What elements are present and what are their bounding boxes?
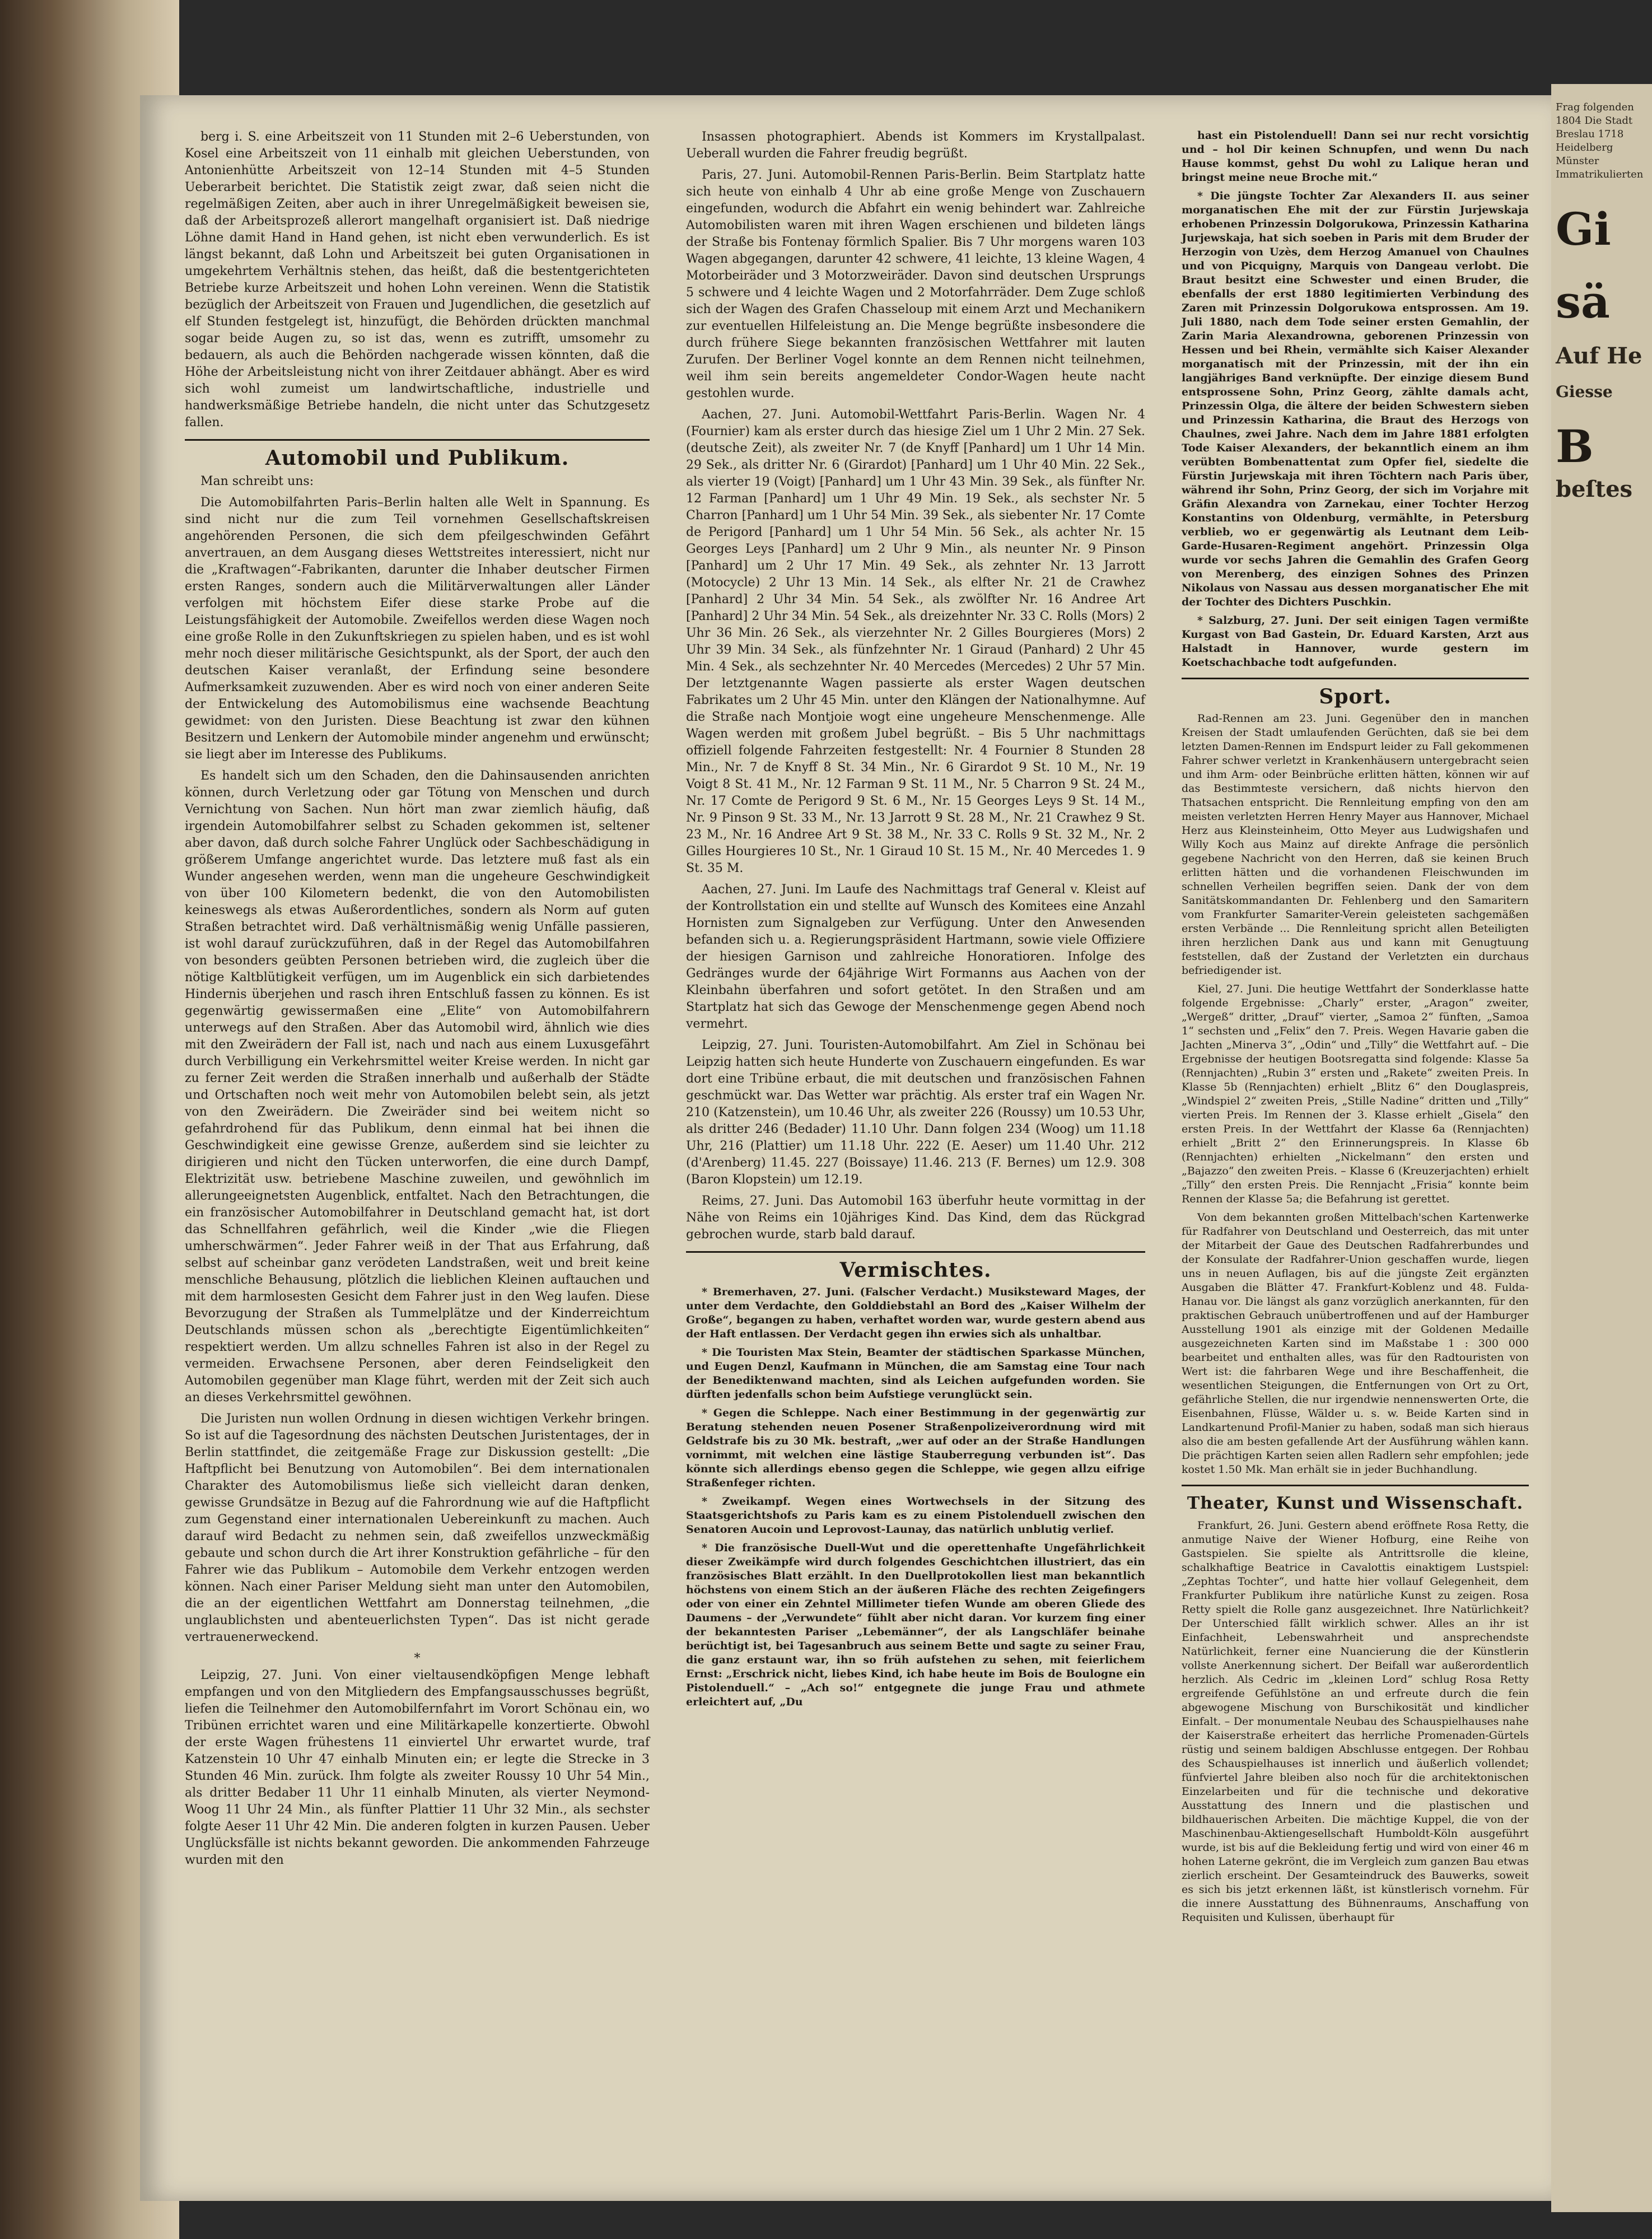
news-item: * Die jüngste Tochter Zar Alexanders II. aus seiner morganatischen Ehe mit der zur Fürstin Jurjewskaja erhobenen Prinzessin Dolgorukowa, Prinzessin Katharina Jurjewskaja, hat sich soeben in Paris mit dem Bruder der Herzogin von Uzès, dem Herzog Amanuel von Chaulnes und von Picquigny, Marquis von Dangeau verlobt. Die Braut besitzt eine Schwester und einen Bruder, die ebenfalls der erst 1880 legitimierten Verbindung des Zaren mit Prinzessin Dolgorukowa entsprossen. Am 19. Juli 1880, nach dem Tode seiner ersten Gemahlin, der Zarin Maria Alexandrowna, geborenen Prinzessin von Hessen und bei Rhein, vermählte sich Kaiser Alexander morganatisch mit der Prinzessin, mit der ihn ein langjähriges Band verknüpfte. Der einzige diesem Bund entsprossene Sohn, Prinz Georg, zählte damals acht, Prinzessin Olga, die ältere der beiden Schwestern sieben und Prinzessin Katharina, die Braut des Herzogs von Chaulnes, zwei Jahre. Nach dem im Jahre 1881 erfolgten Tode Kaiser Alexanders, der bekanntlich einem an ihm verübten Bombenattentat zum Opfer fiel, siedelte die Fürstin Jurjewskaja mit ihren Töchtern nach Paris über, während ihr Sohn, Prinz Georg, der sich im Vorjahre mit Gräfin Alexandra von Zarnekau, einer Tochter Herzog Konstantins von Oldenburg, vermählte, in Petersburg verblieb, wo er gegenwärtig als Leutnant dem Leib-Garde-Husaren-Regiment angehört. Prinzessin Olga wurde vor sechs Jahren die Gemahlin des Grafen Georg von Merenberg, des einzigen Sohnes des Prinzen Nikolaus von Nassau aus dessen morganatischer Ehe mit der Tochter des Dichters Puschkin. bbox=[1182, 190, 1529, 608]
theater-item: Frankfurt, 26. Juni. Gestern abend eröffnete Rosa Retty, die anmutige Naive der Wiener Hofburg, eine Reihe von Gastspielen. Sie spielte als Antrittsrolle die kleine, schalkhaftige Beatrice in Cavalottis einaktigem Lustspiel: „Zephtas Tochter“, und hatte hier vollauf Gelegenheit, dem Frankfurter Publikum ihre natürliche Kunst zu zeigen. Rosa Retty spielt die Rolle ganz ausgezeichnet. Ihre Natürlichkeit? Der Unterschied fällt wirklich schwer. Alles an ihr ist Einfachheit, Lebenswahrheit und ansprechendste Natürlichkeit, ferner eine Nuancierung die der Künstlerin vollste Anerkennung sichert. Der Beifall war außerordentlich herzlich. Als Cedric im „kleinen Lord“ schlug Rosa Retty ergreifende Gefühlstöne an und erfreute durch die fein abgewogene Mischung von Burschikosität und kindlicher Einfalt. – Der monumentale Neubau des Schauspielhauses nahe der Kaiserstraße erheitert das herrliche Promenaden-Gürtels rüstig und seinem baldigen Abschlusse entgegen. Der Rohbau des Schauspielhauses ist innerlich und äußerlich vollendet; fünfviertel Jahre bleiben also noch für die architektonischen Einzelarbeiten und für die technische und dekorative Ausstattung des Innern und die plastischen und bildhauerischen Arbeiten. Die mächtige Kuppel, die von der Maschinenbau-Aktiengesellschaft Humboldt-Köln ausgeführt wurde, ist bis auf die Bekleidung fertig und wird von einer 46 m hohen Laterne gekrönt, die im Vergleich zum ganzen Bau etwas zierlich erscheint. Der Gesamteindruck des Bauwerks, soweit es sich bis jetzt erkennen läßt, ist künstlerisch vornehm. Für die innere Ausstattung des Bühnenraums, Anschaffung von Requisiten und Kulissen, überhaupt für bbox=[1182, 1519, 1529, 1924]
article-text: Reims, 27. Juni. Das Automobil 163 überfuhr heute vormittag in der Nähe von Reims ein 10jähriges Kind. Das Kind, dem das Rückgrad gebrochen wurde, starb bald darauf. bbox=[686, 1194, 1145, 1242]
side-fragment: Auf He bbox=[1556, 343, 1642, 369]
sport-item: Von dem bekannten großen Mittelbach'schen Kartenwerke für Radfahrer von Deutschland und Oesterreich, das mit unter der Mitarbeit der Gaue des Deutschen Radfahrerbundes und der Konsulate der Radfahrer-Union geschaffen wurde, liegen uns in neuen Auflagen, bis auf die jüngste Zeit ergänzten Ausgaben die Blätter 47. Frankfurt-Koblenz und 48. Fulda-Hanau vor. Die längst als ganz vorzüglich anerkannten, für den praktischen Gebrauch unübertroffenen und auf der Hamburger Ausstellung 1901 als einzige mit der Goldenen Medaille ausgezeichneten Karten sind im Maßstabe 1 : 300 000 bearbeitet und enthalten alles, was für den Radtouristen von Wert ist: die fahrbaren Wege und ihre Beschaffenheit, die wesentlichen Steigungen, die Entfernungen von Ort zu Ort, gefährliche Stellen, die nur irgendwie nennenswerten Orte, die Eisenbahnen, Flüsse, Wälder u. s. w. Beide Karten sind in Landkartenund Profil-Manier zu haben, sodaß man sich hieraus also die am besten gefallende Art der Ausführung wählen kann. Die prächtigen Karten seien allen Radlern sehr empfohlen; jede kostet 1.50 Mk. Man erhält sie in jeder Buchhandlung. bbox=[1182, 1211, 1529, 1476]
adjacent-page bbox=[1551, 84, 1652, 2212]
separator-star: * bbox=[414, 1652, 421, 1666]
article-text: Aachen, 27. Juni. Automobil-Wettfahrt Paris-Berlin. Wagen Nr. 4 (Fournier) kam als erster durch das hiesige Ziel um 1 Uhr 2 Min. 27 Sek. (deutsche Zeit), als zweiter Nr. 7 (de Knyff [Panhard] um 1 Uhr 14 Min. 29 Sek., als dritter Nr. 6 (Girardot) [Panhard] um 1 Uhr 40 Min. 22 Sek., als vierter 19 (Voigt) [Panhard] um 1 Uhr 43 Min. 39 Sek., als fünfter Nr. 12 Farman [Panhard] um 1 Uhr 49 Min. 19 Sek., als sechster Nr. 5 Charron [Panhard] um 1 Uhr 54 Min. 39 Sek., als siebenter Nr. 17 Comte de Perigord [Panhard] um 1 Uhr 54 Min. 56 Sek., als achter Nr. 15 Georges Leys [Panhard] um 2 Uhr 9 Min., als neunter Nr. 9 Pinson [Panhard] um 2 Uhr 17 Min. 49 Sek., als zehnter Nr. 13 Jarrott (Motocycle) 2 Uhr 13 Min. 14 Sek., als elfter Nr. 21 de Crawhez [Panhard] 2 Uhr 34 Min. 54 Sek., als zwölfter Nr. 16 Andree Art [Panhard] 2 Uhr 34 Min. 54 Sek., als dreizehnter Nr. 33 C. Rolls (Mors) 2 Uhr 36 Min. 26 Sek., als vierzehnter Nr. 2 Gilles Bourgieres (Mors) 2 Uhr 39 Min. 34 Sek., als fünfzehnter Nr. 1 Giraud (Panhard) 2 Uhr 45 Min. 4 Sek., als sechzehnter Nr. 40 Mercedes (Mercedes) 2 Uhr 57 Min. Der letztgenannte Wagen passierte als erster Wagen deutschen Fabrikates um 2 Uhr 45 Min. unter den Klängen der Nationalhymne. Auf die Straße nach Montjoie wogt eine ungeheure Menschenmenge. Alle Wagen werden mit großem Jubel begrüßt. – Bis 5 Uhr nachmittags offiziell folgende Fahrzeiten festgestellt: Nr. 4 Fournier 8 Stunden 28 Min., Nr. 7 de Knyff 8 St. 34 Min., Nr. 6 Girardot 9 St. 10 M., Nr. 19 Voigt 8 St. 41 M., Nr. 12 Farman 9 St. 11 M., Nr. 5 Charron 9 St. 24 M., Nr. 17 Comte de Perigord 9 St. 6 M., Nr. 15 Georges Leys 9 St. 14 M., Nr. 9 Pinson 9 St. 33 M., Nr. 13 Jarrott 9 St. 28 M., Nr. 21 Crawhez 9 St. 23 M., Nr. 16 Andree Art 9 St. 38 M., Nr. 33 C. Rolls 9 St. 32 M., Nr. 2 Gilles Hourgieres 10 St., Nr. 1 Giraud 10 St. 15 M., Nr. 40 Mercedes 1. 9 St. 35 M. bbox=[686, 408, 1145, 875]
divider bbox=[1182, 678, 1529, 679]
article-text: Es handelt sich um den Schaden, den die Dahinsausenden anrichten können, durch Verletzung oder gar Tötung von Menschen und durch Vernichtung von Sachen. Nun hört man zwar ziemlich häufig, daß irgendein Automobilfahrer selbst zu Schaden gekommen ist, seltener aber davon, daß durch solche Fahrer Unglück oder Sachbeschädigung in größerem Umfange angerichtet wurde. Das letztere muß fast als ein Wunder angesehen werden, wenn man die ungeheure Geschwindigkeit von über 100 Kilometern bedenkt, die von den Automobilisten keineswegs als etwas Außerordentliches, sondern als Norm auf guten Straßen betrachtet wird. Daß verhältnismäßig wenig Unfälle passieren, ist wohl darauf zurückzuführen, daß in der Regel das Automobilfahren von besonders geübten Personen betrieben wird, die zugleich über die nötige Kaltblütigkeit verfügen, um im Augenblick ein sich darbietendes Hindernis überjehen und rasch ihren Entschluß fassen zu können. Es ist gegenwärtig gewissermaßen eine „Elite“ von Automobilfahrern unterwegs auf den Straßen. Aber das Automobil wird, ähnlich wie dies mit den Zweirädern der Fall ist, nach und nach aus einem Luxusgefährt durch Verbilligung ein Verkehrsmittel weiter Kreise werden. In nicht gar zu ferner Zeit werden die Straßen innerhalb und außerhalb der Städte und Ortschaften noch weit mehr von Automobilen belebt sein, als jetzt von den Zweirädern. Die Zweiräder sind bei weitem nicht so gefahrdrohend für das Publikum, denn einmal hat bei ihnen die Geschwindigkeit eine gewisse Grenze, außerdem sind sie leichter zu dirigieren und nicht den Tücken unterworfen, die eine durch Dampf, Elektrizität usw. betriebene Maschine zuweilen, und gewöhnlich im allerungeeignetsten Augenblick, entfaltet. Nach den Betrachtungen, die ein französischer Automobilfahrer in Deutschland gemacht hat, ist dort das Schnellfahren gefährlich, weil die Kinder „wie die Fliegen umherschwärmen“. Jeder Fahrer weiß in der That aus Erfahrung, daß selbst auf scheinbar ganz verödeten Landstraßen, weit und breit keine menschliche Behausung, plötzlich die lieblichen Kleinen auftauchen und mit dem harmlosesten Gesicht dem Fahrer just in den Weg laufen. Diese Bevorzugung der Straßen als Tummelplätze und der Kinderreichtum Deutschlands müssen schon als „berechtigte Eigentümlichkeiten“ respektiert werden. Um allzu schnelles Fahren ist also in der Regel zu vermeiden. Erwachsene Personen, aber deren Feindseligkeit den Automobilen gegenüber man Klage führt, werden mit der Zeit sich auch an dieses Verkehrsmittel gewöhnen. bbox=[185, 769, 650, 1405]
news-item: * Die Touristen Max Stein, Beamter der städtischen Sparkasse München, und Eugen Denzl, Kaufmann in München, die am Samstag eine Tour nach der Benediktenwand machten, sind als Leichen aufgefunden worden. Sie dürften jedenfalls schon beim Aufstiege verunglückt sein. bbox=[686, 1346, 1145, 1401]
article-text: Aachen, 27. Juni. Im Laufe des Nachmittags traf General v. Kleist auf der Kontrollstation ein und stellte auf Wunsch des Komitees eine Anzahl Hornisten zum Signalgeben zur Verfügung. Unter den Anwesenden befanden sich u. a. Regierungspräsident Hartmann, sowie viele Offiziere der hiesigen Garnison und zahlreiche Honoratioren. Infolge des Gedränges wurde der 64jährige Wirt Formanns aus Aachen von der Kleinbahn überfahren und sofort getötet. In den Straßen und am Startplatz hat sich das Gewoge der Menschenmenge gegen Abend noch vermehrt. bbox=[686, 883, 1145, 1031]
section-heading-vermischtes: Vermischtes. bbox=[839, 1258, 992, 1282]
column-left bbox=[185, 129, 650, 1873]
side-fragment: beſtes bbox=[1556, 476, 1633, 502]
article-text: Leipzig, 27. Juni. Von einer vieltausendköpfigen Menge lebhaft empfangen und von den Mitgliedern des Empfangsausschusses begrüßt, liefen die Teilnehmer den Automobilfernfahrt im Vorort Schönau ein, wo Tribünen errichtet waren und eine Militärkapelle konzertierte. Obwohl der erste Wagen frühestens 11 einviertel Uhr erwartet wurde, traf Katzenstein 10 Uhr 47 einhalb Minuten ein; er legte die Strecke in 3 Stunden 46 Min. zurück. Ihm folgte als zweiter Roussy 10 Uhr 54 Min., als dritter Bedaber 11 Uhr 11 einhalb Minuten, als vierter Neymond-Woog 11 Uhr 24 Min., als fünfter Plattier 11 Uhr 32 Min., als sechster folgte Aeser 11 Uhr 42 Min. Die anderen folgten in kurzen Pausen. Ueber Unglücksfälle ist nichts bekannt geworden. Die ankommenden Fahrzeuge wurden mit den bbox=[185, 1668, 650, 1867]
side-ad-letters: B bbox=[1556, 420, 1594, 473]
article-text: Insassen photographiert. Abends ist Kommers im Krystallpalast. Ueberall wurden die Fahrer freudig begrüßt. bbox=[686, 130, 1145, 161]
divider bbox=[686, 1251, 1145, 1253]
divider bbox=[1182, 1485, 1529, 1486]
article-text: berg i. S. eine Arbeitszeit von 11 Stunden mit 2–6 Ueberstunden, von Kosel eine Arbeitszeit von 11 einhalb mit gleichen Ueberstunden, von Antonienhütte Arbeitszeit von 12–14 Stunden mit 4–5 Stunden Ueberarbeit berichtet. Die Statistik zeigt zwar, daß seien nicht die regelmäßigen Zeiten, aber auch in ihrer Unregelmäßigkeit beweisen sie, daß der Arbeitsprozeß allerort mangelhaft organisiert ist. Daß niedrige Löhne damit Hand in Hand gehen, ist nicht eben verwunderlich. Es ist längst bekannt, daß Lohn und Arbeitszeit bei guten Organisationen in umgekehrtem Verhältnis stehen, das heißt, daß die bestentgerichteten Betriebe kurze Arbeitszeit und hohen Lohn vereinen. Wenn die Statistik bezüglich der Arbeitszeit von Frauen und Jugendlichen, die gesetzlich auf elf Stunden festgelegt ist, hinzufügt, die Behörden drückten manchmal sogar beide Augen zu, so ist das, wenn es zutrifft, umsomehr zu bedauern, als auch die Behörden nachgerade wissen könnten, daß die Höhe der Arbeitsleistung nicht von ihrer Zeitdauer abhängt. Aber es wird sich wohl zumeist um landwirtschaftliche, industrielle und handwerksmäßige Betriebe handeln, die nicht unter das Schutzgesetz fallen. bbox=[185, 130, 650, 430]
article-text: Leipzig, 27. Juni. Touristen-Automobilfahrt. Am Ziel in Schönau bei Leipzig hatten sich heute Hunderte von Zuschauern eingefunden. Es war dort eine Tribüne erbaut, die mit deutschen und französischen Fahnen geschmückt war. Das Wetter war prächtig. Als erster traf ein Wagen Nr. 210 (Katzenstein), um 10.46 Uhr, als zweiter 226 (Roussy) um 10.53 Uhr, als dritter 246 (Bedader) 11.10 Uhr. Dann folgen 234 (Woog) um 11.18 Uhr, 216 (Plattier) um 11.18 Uhr. 222 (E. Aeser) um 11.40 Uhr. 212 (d'Arenberg) 11.45. 227 (Boissaye) 11.46. 213 (F. Bernes) um 12.9. 308 (Baron Klopstein) um 12.19. bbox=[686, 1038, 1145, 1187]
news-item: hast ein Pistolenduell! Dann sei nur recht vorsichtig und – hol Dir keinen Schnupfen, und wenn Du nach Hause kommst, gehst Du wohl zu Lalique heran und bringst meine neue Broche mit.“ bbox=[1182, 129, 1529, 184]
sport-item: Kiel, 27. Juni. Die heutige Wettfahrt der Sonderklasse hatte folgende Ergebnisse: „Charly“ erster, „Aragon“ zweiter, „Wergeß“ dritter, „Drauf“ vierter, „Samoa 2“ fünften, „Samoa 1“ sechsten und „Felix“ den 7. Preis. Wegen Havarie gaben die Jachten „Minerva 3“, „Odin“ und „Tilly“ die Wettfahrt auf. – Die Ergebnisse der heutigen Bootsregatta sind folgende: Klasse 5a (Rennjachten) „Rubin 3“ ersten und „Rakete“ zweiten Preis. In Klasse 5b (Rennjachten) erhielt „Blitz 6“ den Douglaspreis, „Windspiel 2“ zweiten Preis, „Stille Nadine“ dritten und „Tilly“ vierten Preis. Im Rennen der 3. Klasse erhielt „Gisela“ den ersten Preis. In der Wettfahrt der Klasse 6a (Rennjachten) erhielt „Britt 2“ den Erinnerungspreis. In Klasse 6b (Rennjachten) erhielten „Nickelmann“ den ersten und „Bajazzo“ den zweiten Preis. – Klasse 6 (Kreuzerjachten) erhielt „Tilly“ den ersten Preis. Die Rennjacht „Frisia“ konnte beim Rennen der Klasse 5a; die Befahrung ist gerettet. bbox=[1182, 983, 1529, 1205]
article-text: Die Automobilfahrten Paris–Berlin halten alle Welt in Spannung. Es sind nicht nur die zum Teil vornehmen Gesellschaftskreisen angehörenden Personen, die sich dem pfeilgeschwinden Gefährt anvertrauen, an dem Ausgang dieses Wettstreites interessiert, nicht nur die „Kraftwagen“-Fabrikanten, darunter die Inhaber deutscher Firmen ersten Ranges, sondern auch die Militärverwaltungen aller Länder verfolgen mit höchstem Eifer diese starke Probe auf die Leistungsfähigkeit der Automobile. Zweifellos werden diese Wagen noch eine große Rolle in den Zukunftskriegen zu spielen haben, und es ist wohl mehr noch dieser militärische Gesichtspunkt, als der Sport, der auch den deutschen Kaiser veranlaßt, der Erfindung seine besondere Aufmerksamkeit zuzuwenden. Aber es wird noch von einer anderen Seite der Entwickelung des Automobilismus eine wachsende Beachtung gewidmet: von den Juristen. Diese Beachtung ist zwar den kühnen Besitzern und Lenkern der Automobile minder angenehm und erwünscht; sie liegt aber im Interesse des Publikums. bbox=[185, 496, 650, 762]
article-text: Paris, 27. Juni. Automobil-Rennen Paris-Berlin. Beim Startplatz hatte sich heute von einhalb 4 Uhr ab eine große Menge von Zuschauern eingefunden, wodurch die Abfahrt ein wenig behindert war. Zahlreiche Automobilisten waren mit ihren Wagen erschienen und bildeten längs der Straße bis Fontenay förmlich Spalier. Bis 7 Uhr morgens waren 103 Wagen abgegangen, darunter 42 schwere, 41 leichte, 13 kleine Wagen, 4 Motorbeiräder und 3 Motorzweiräder. Davon sind deutschen Ursprungs 5 schwere und 4 leichte Wagen und 2 Motorfahrräder. Dem Zuge schloß sich der Wagen des Grafen Chasseloup mit einem Arzt und Mechanikern zur eventuellen Hilfeleistung an. Die Menge begrüßte insbesondere die durch frühere Siege bekannten französischen Wettfahrer mit lauten Zurufen. Der Berliner Vogel konnte an dem Rennen nicht teilnehmen, weil ihm sein bereits angemeldeter Condor-Wagen heute nacht gestohlen wurde. bbox=[686, 168, 1145, 400]
sport-item: Rad-Rennen am 23. Juni. Gegenüber den in manchen Kreisen der Stadt umlaufenden Gerüchten, daß sie bei dem letzten Damen-Rennen im Endspurt leider zu Fall gekommenen Fahrer schwer verletzt in Krankenhäusern untergebracht seien und ihm Arm- oder Beinbrüche erlitten hätten, können wir auf das Bestimmteste versichern, daß nichts hiervon den Thatsachen entspricht. Die Rennleitung empfing von den am meisten verletzten Herren Henry Mayer aus Hannover, Michael Herz aus Kleinsteinheim, Otto Meyer aus Ludwigshafen und Willy Koch aus Mainz auf direkte Anfrage die persönlich gegebene Nachricht von den Herren, daß sie keinen Bruch erlitten hätten und die vorhandenen Fleischwunden im schnellen Verheilen begriffen seien. Dank der von dem Sanitätskommandanten Dr. Fehlenberg und den Samaritern vom Frankfurter Samariter-Verein geleisteten sachgemäßen ersten Verbände ... Die Rennleitung spricht allen Beteiligten ihren herzlichen Dank aus und kann mit Genugtuung feststellen, daß der Zustand der Verletzten ein durchaus befriedigender ist. bbox=[1182, 712, 1529, 977]
news-item: * Bremerhaven, 27. Juni. (Falscher Verdacht.) Musiksteward Mages, der unter dem Verdachte, den Golddiebstahl an Bord des „Kaiser Wilhelm der Große“, begangen zu haben, verhaftet worden war, wurde gestern abend aus der Haft entlassen. Der Verdacht gegen ihn erwies sich als unhaltbar. bbox=[686, 1286, 1145, 1340]
news-item: * Gegen die Schleppe. Nach einer Bestimmung in der gegenwärtig zur Beratung stehenden neuen Posener Straßenpolizeiverordnung wird mit Geldstrafe bis zu 30 Mk. bestraft, „wer auf oder an der Straße Handlungen vornimmt, mit welchen eine lästige Stauberregung verbunden ist“. Das könnte sich allerdings ebenso gegen die Schleppe, wie gegen allzu eifrige Straßenfeger richten. bbox=[686, 1407, 1145, 1489]
section-heading-automobil: Automobil und Publikum. bbox=[265, 446, 570, 470]
side-fragment: Frag folgenden 1804 Die Stadt Breslau 1718 Heidelberg Münster Immatrikulierten bbox=[1556, 101, 1644, 180]
column-right bbox=[1182, 129, 1529, 1929]
divider bbox=[185, 439, 650, 441]
side-ad-letters: sä bbox=[1556, 276, 1610, 328]
newspaper-page bbox=[140, 95, 1551, 2201]
side-ad-letters: Gi bbox=[1556, 203, 1611, 255]
adjacent-page-text bbox=[1551, 84, 1652, 513]
news-item: * Die französische Duell-Wut und die operettenhafte Ungefährlichkeit dieser Zweikämpfe wird durch folgendes Geschichtchen illustriert, das ein französisches Blatt erzählt. In den Duellprotokollen liest man bekanntlich höchstens von einem Stich an der äußeren Fläche des rechten Zeigefingers oder von einer ein Zehntel Millimeter tiefen Wunde am oberen Gliede des Daumens – der „Verwundete“ fühlt aber nicht daran. Vor kurzem fing einer der bekanntesten Pariser „Lebemänner“, der als Langschläfer beinahe berüchtigt ist, bei Tagesanbruch aus seinem Bette und sagte zu seiner Frau, die ganz erstaunt war, ihn so früh aufstehen zu sehen, mit feierlichem Ernst: „Erschrick nicht, liebes Kind, ich habe heute im Bois de Boulogne ein Pistolenduell.“ – „Ach so!“ entgegnete die junge Frau und athmete erleichtert auf, „Du bbox=[686, 1542, 1145, 1708]
column-middle bbox=[686, 129, 1145, 1714]
section-heading-theater: Theater, Kunst und Wissenschaft. bbox=[1187, 1494, 1524, 1513]
article-text: Man schreibt uns: bbox=[200, 474, 314, 488]
section-heading-sport: Sport. bbox=[1319, 685, 1392, 708]
news-item: * Zweikampf. Wegen eines Wortwechsels in der Sitzung des Staatsgerichtshofs zu Paris kam es zu einem Pistolenduell zwischen den Senatoren Aucoin und Leprovost-Launay, das natürlich unblutig verlief. bbox=[686, 1495, 1145, 1536]
news-item: * Salzburg, 27. Juni. Der seit einigen Tagen vermißte Kurgast von Bad Gastein, Dr. Eduard Karsten, Arzt aus Halstadt in Hannover, wurde gestern im Koetschachbache todt aufgefunden. bbox=[1182, 614, 1529, 669]
side-fragment: Giesse bbox=[1556, 383, 1613, 401]
article-text: Die Juristen nun wollen Ordnung in diesen wichtigen Verkehr bringen. So ist auf die Tagesordnung des nächsten Deutschen Juristentages, der in Berlin stattfindet, die zeitgemäße Frage zur Diskussion gestellt: „Die Haftpflicht bei Benutzung von Automobilen“. Bei dem internationalen Charakter des Automobilismus ließe sich vielleicht daran denken, gewisse Grundsätze in Bezug auf die Fahrordnung wie auf die Haftpflicht zum Gegenstand einer internationalen Uebereinkunft zu machen. Auch darauf wird Bedacht zu nehmen sein, daß zweifellos unzweckmäßig gebaute und schon durch die Art ihrer Konstruktion gefährliche – für den Fahrer wie das Publikum – Automobile dem Verkehr entzogen werden können. Nach einer Pariser Meldung sieht man unter den Automobilen, die an der eigentlichen Wettfahrt am Donnerstag teilnehmen, „die unglaublichsten und abenteuerlichsten Typen“. Das ist nicht gerade vertrauenerweckend. bbox=[185, 1412, 650, 1644]
